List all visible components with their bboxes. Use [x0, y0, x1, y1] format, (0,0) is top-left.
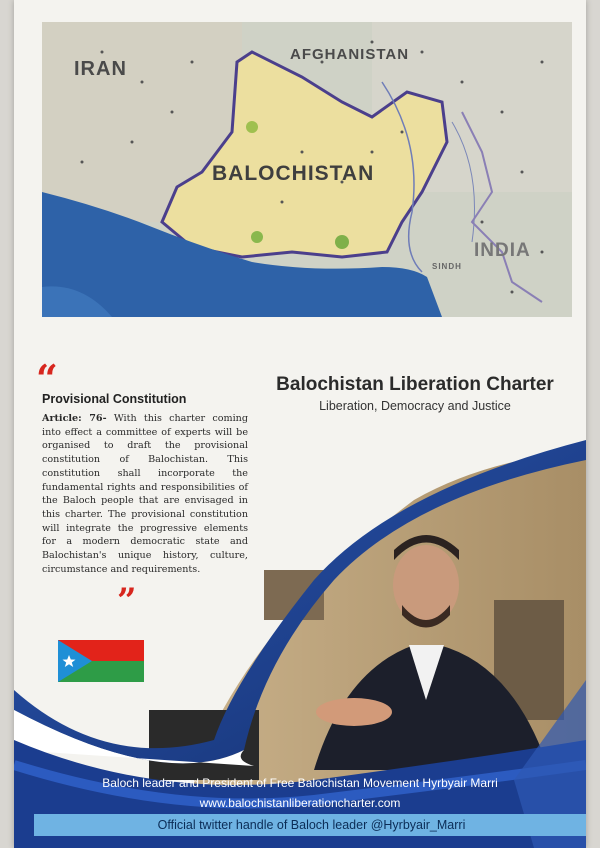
- map-label-india: INDIA: [474, 240, 531, 261]
- twitter-handle-bar: Official twitter handle of Baloch leader @Hyrbyair_Marri: [34, 814, 586, 836]
- map-label-afghanistan: AFGHANISTAN: [290, 46, 410, 63]
- map-label-sindh: SINDH: [432, 262, 462, 271]
- article-text-block: [42, 412, 248, 576]
- website-link[interactable]: www.balochistanliberationcharter.com: [199, 796, 401, 810]
- open-quote-icon: “: [36, 356, 58, 401]
- close-quote-icon: ”: [117, 581, 137, 621]
- provisional-constitution-title: Provisional Constitution: [42, 392, 187, 406]
- charter-subtitle: Liberation, Democracy and Justice: [319, 399, 511, 413]
- map-label-balochistan: BALOCHISTAN: [212, 162, 375, 185]
- leader-caption: Baloch leader and President of Free Balochistan Movement Hyrbyair Marri: [102, 776, 498, 790]
- charter-title: Balochistan Liberation Charter: [276, 374, 554, 395]
- balochistan-map: [42, 22, 572, 317]
- leaflet: [14, 0, 586, 848]
- balochistan-flag-icon: [58, 640, 144, 682]
- article-label: Article: 76-: [42, 413, 107, 424]
- article-body: With this charter coming into effect a committee of experts will be organised to draft the provisional constitution of Balochistan. This constitution shall incorporate the fundamental rights and responsibilities of the Baloch people that are envisaged in this charter. The provisional constitution will integrate the progressive elements for a modern democratic state and Balochistan's unique history, culture, circumstance and requirements.: [42, 413, 248, 575]
- map-label-iran: IRAN: [74, 58, 127, 80]
